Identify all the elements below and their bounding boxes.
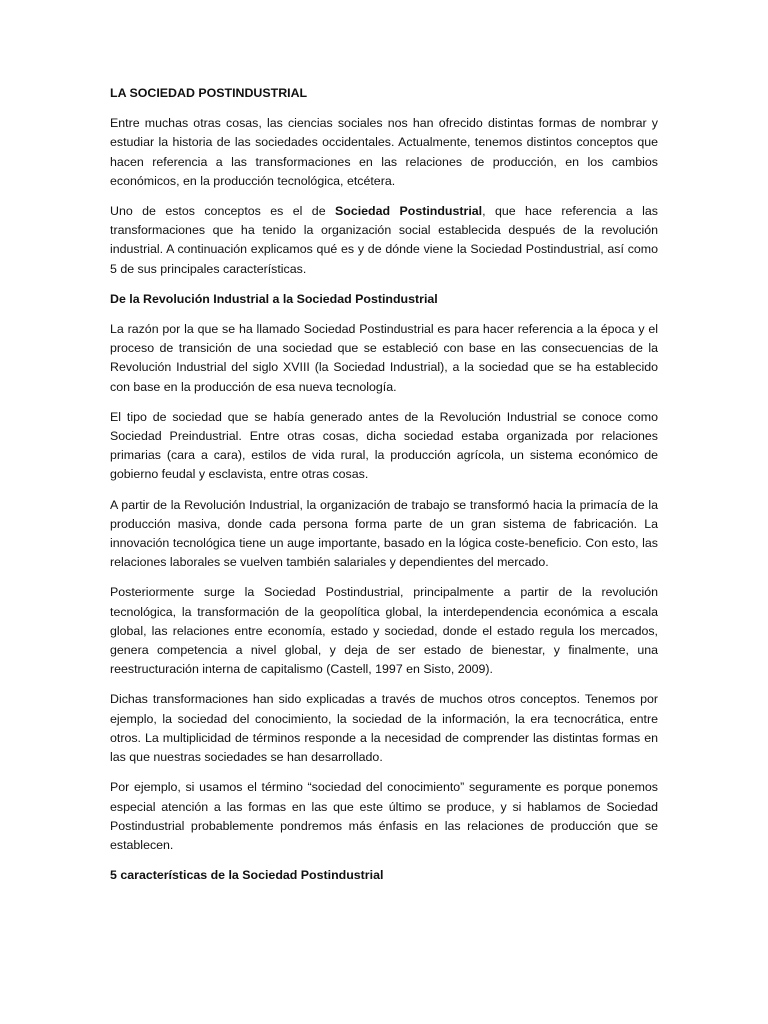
paragraph-preindustrial: El tipo de sociedad que se había generado antes de la Revolución Industrial se conoce como Sociedad Preindustrial. Entre otras cosas, dicha sociedad estaba organizada por relaciones primarias (cara a cara), estilos de vida rural, la producción agrícola, un sistema económico de gobierno feudal y esclavista, entre otras cosas. (110, 409, 658, 482)
section-heading-caracteristicas: 5 características de la Sociedad Postindustrial (110, 868, 384, 883)
paragraph-razon: La razón por la que se ha llamado Sociedad Postindustrial es para hacer referencia a la época y el proceso de transición de una sociedad que se estableció con base en las consecuencias de la Revolución Industrial del siglo XVIII (la Sociedad Industrial), a la sociedad que se ha establecido con base en la producción de esa nueva tecnología. (110, 322, 658, 394)
paragraph-transformaciones: Dichas transformaciones han sido explicadas a través de muchos otros conceptos. Tenemos por ejemplo, la sociedad del conocimiento, la sociedad de la información, la era tecnocrática, entre otros. La multiplicidad de términos responde a la necesidad de comprender las distintas formas en las que nuestras sociedades se han desarrollado. (110, 692, 658, 765)
paragraph-revolucion-industrial: A partir de la Revolución Industrial, la organización de trabajo se transformó hacia la primacía de la producción masiva, donde cada persona forma parte de un gran sistema de fabricación. La innovación tecnológica tiene un auge importante, basado en la lógica coste-beneficio. Con esto, las relaciones laborales se vuelven también salariales y dependientes del mercado. (110, 497, 658, 570)
bold-term-sociedad-postindustrial: Sociedad Postindustrial (335, 204, 483, 219)
document-title: LA SOCIEDAD POSTINDUSTRIAL (110, 86, 308, 100)
document-page (110, 84, 658, 896)
section-heading-revolucion: De la Revolución Industrial a la Sociedad Postindustrial (110, 291, 438, 306)
paragraph-ejemplo: Por ejemplo, si usamos el término “sociedad del conocimiento” seguramente es porque ponemos especial atención a las formas en las que este último se produce, y si hablamos de Sociedad Postindustrial probablemente pondremos más énfasis en las relaciones de producción que se establecen. (110, 780, 658, 852)
paragraph-concept (110, 202, 658, 279)
paragraph-concept-end: , que hace referencia a las transformaciones que ha tenido la organización social establecida después de la revolución industrial. A continuación explicamos qué es y de dónde viene la Sociedad Postindustrial, así como 5 de sus principales características. (110, 204, 658, 276)
paragraph-postindustrial: Posteriormente surge la Sociedad Postindustrial, principalmente a partir de la revolución tecnológica, la transformación de la geopolítica global, la interdependencia económica a escala global, las relaciones entre economía, estado y sociedad, donde el estado regula los mercados, genera competencia a nivel global, y deja de ser estado de bienestar, y finalmente, una reestructuración interna de capitalismo (Castell, 1997 en Sisto, 2009). (110, 585, 658, 677)
paragraph-intro: Entre muchas otras cosas, las ciencias sociales nos han ofrecido distintas formas de nombrar y estudiar la historia de las sociedades occidentales. Actualmente, tenemos distintos conceptos que hacen referencia a las transformaciones en las relaciones de producción, en los cambios económicos, en la producción tecnológica, etcétera. (110, 116, 658, 188)
paragraph-concept-start: Uno de estos conceptos es el de (110, 204, 335, 219)
